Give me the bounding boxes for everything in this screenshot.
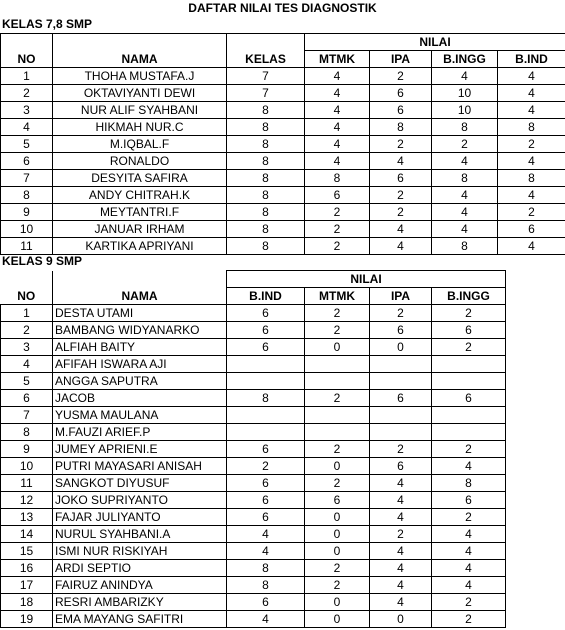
- table-cell: 6: [370, 102, 432, 119]
- table-cell: 4: [1, 119, 53, 136]
- table-cell: [227, 407, 305, 424]
- table-cell: YUSMA MAULANA: [53, 407, 227, 424]
- header-kelas-top: [227, 34, 305, 51]
- table-cell: 8: [227, 170, 305, 187]
- table-cell: 4: [305, 119, 370, 136]
- table-cell: [432, 373, 506, 390]
- table-cell: SANGKOT DIYUSUF: [53, 475, 227, 492]
- table-cell: 12: [1, 492, 53, 509]
- section-label-kelas-9: KELAS 9 SMP: [2, 254, 83, 268]
- table-cell: 2: [305, 204, 370, 221]
- header-no: NO: [1, 288, 53, 305]
- table-cell: 8: [227, 390, 305, 407]
- table-cell: 4: [498, 102, 565, 119]
- table-row: [1, 322, 506, 339]
- table-row: [1, 356, 506, 373]
- table-cell: M.FAUZI ARIEF.P: [53, 424, 227, 441]
- table-cell: 4: [432, 187, 498, 204]
- table-cell: 14: [1, 526, 53, 543]
- table-cell: 2: [370, 441, 432, 458]
- table-cell: 7: [227, 68, 305, 85]
- table-cell: THOHA MUSTAFA.J: [53, 68, 227, 85]
- table-cell: [432, 356, 506, 373]
- table-cell: 0: [305, 526, 370, 543]
- table-cell: 2: [498, 136, 565, 153]
- table-cell: 4: [370, 475, 432, 492]
- table-cell: 8: [227, 187, 305, 204]
- table-row: [1, 136, 565, 153]
- header-bind: B.IND: [227, 288, 305, 305]
- header-no: NO: [1, 51, 53, 68]
- table-cell: 8: [498, 170, 565, 187]
- table-cell: 4: [432, 458, 506, 475]
- header-nama-top: [53, 34, 227, 51]
- table-cell: RONALDO: [53, 153, 227, 170]
- table-cell: 4: [370, 594, 432, 611]
- header-bingg: B.INGG: [432, 51, 498, 68]
- table-cell: 10: [1, 221, 53, 238]
- table-cell: 13: [1, 509, 53, 526]
- table-cell: 0: [305, 594, 370, 611]
- table-cell: 17: [1, 577, 53, 594]
- table-cell: [305, 373, 370, 390]
- table-row: [1, 170, 565, 187]
- table-cell: 0: [305, 543, 370, 560]
- table-cell: 6: [227, 339, 305, 356]
- table-cell: 6: [227, 492, 305, 509]
- table-cell: EMA MAYANG SAFITRI: [53, 611, 227, 628]
- table-cell: 11: [1, 238, 53, 255]
- table-cell: 6: [1, 153, 53, 170]
- table-cell: 4: [432, 560, 506, 577]
- table-cell: 10: [432, 85, 498, 102]
- table-cell: 2: [370, 136, 432, 153]
- table-cell: NURUL SYAHBANI.A: [53, 526, 227, 543]
- table-cell: 4: [432, 543, 506, 560]
- table-cell: FAIRUZ ANINDYA: [53, 577, 227, 594]
- table-cell: 2: [305, 221, 370, 238]
- table-row: [1, 441, 506, 458]
- header-nama-top: [53, 271, 227, 288]
- table-cell: 4: [370, 577, 432, 594]
- table-cell: 4: [498, 68, 565, 85]
- table-cell: JOKO SUPRIYANTO: [53, 492, 227, 509]
- table-cell: 6: [305, 492, 370, 509]
- section-label-kelas-7-8: KELAS 7,8 SMP: [2, 17, 93, 31]
- table-cell: 8: [432, 475, 506, 492]
- table-row: [1, 102, 565, 119]
- table-cell: 5: [1, 136, 53, 153]
- table-row: [1, 543, 506, 560]
- table-cell: AFIFAH ISWARA AJI: [53, 356, 227, 373]
- page-title: DAFTAR NILAI TES DIAGNOSTIK: [188, 1, 377, 15]
- table-cell: 6: [370, 85, 432, 102]
- table-kelas-7-8: [0, 33, 565, 255]
- table-cell: 0: [370, 339, 432, 356]
- table-row: [1, 390, 506, 407]
- table-cell: 2: [432, 305, 506, 322]
- table-cell: 7: [227, 85, 305, 102]
- table-cell: 4: [227, 526, 305, 543]
- table-cell: 1: [1, 68, 53, 85]
- table-cell: 19: [1, 611, 53, 628]
- table-cell: 4: [370, 492, 432, 509]
- table-cell: 5: [1, 373, 53, 390]
- header-nama: NAMA: [53, 288, 227, 305]
- table-cell: 3: [1, 339, 53, 356]
- header-nilai: NILAI: [227, 271, 506, 288]
- table-row: [1, 339, 506, 356]
- table-cell: 8: [432, 119, 498, 136]
- table-cell: 8: [305, 170, 370, 187]
- table-cell: 6: [227, 594, 305, 611]
- table-cell: 2: [432, 339, 506, 356]
- table-cell: 4: [498, 238, 565, 255]
- table-row: [1, 68, 565, 85]
- table-cell: FAJAR JULIYANTO: [53, 509, 227, 526]
- table-cell: DESTA UTAMI: [53, 305, 227, 322]
- table-cell: 4: [227, 543, 305, 560]
- table-cell: OKTAVIYANTI DEWI: [53, 85, 227, 102]
- table-cell: 2: [305, 475, 370, 492]
- table-cell: 6: [370, 390, 432, 407]
- table-cell: [370, 356, 432, 373]
- table-row: [1, 85, 565, 102]
- table-cell: 4: [432, 68, 498, 85]
- table-cell: 6: [305, 187, 370, 204]
- table-cell: 8: [1, 187, 53, 204]
- table-cell: 8: [227, 153, 305, 170]
- table-cell: [432, 424, 506, 441]
- table-cell: 4: [370, 238, 432, 255]
- table-cell: 2: [432, 611, 506, 628]
- table-kelas-9: [0, 270, 506, 628]
- table-cell: 6: [432, 322, 506, 339]
- table-cell: 7: [1, 407, 53, 424]
- table-cell: 4: [227, 611, 305, 628]
- table-cell: 8: [227, 238, 305, 255]
- header-nilai: NILAI: [305, 34, 565, 51]
- table-row: [1, 458, 506, 475]
- table-cell: 0: [305, 458, 370, 475]
- table-cell: [305, 407, 370, 424]
- table-cell: 4: [370, 153, 432, 170]
- table-cell: 2: [432, 441, 506, 458]
- table-cell: 0: [370, 611, 432, 628]
- table-cell: 8: [432, 170, 498, 187]
- table-row: [1, 475, 506, 492]
- table-cell: 8: [432, 238, 498, 255]
- table-cell: 6: [227, 475, 305, 492]
- table-cell: 18: [1, 594, 53, 611]
- table-row: [1, 594, 506, 611]
- header-bingg: B.INGG: [432, 288, 506, 305]
- table-cell: 2: [498, 204, 565, 221]
- table-row: [1, 204, 565, 221]
- table-row: [1, 560, 506, 577]
- table-cell: 8: [498, 119, 565, 136]
- table-cell: ARDI SEPTIO: [53, 560, 227, 577]
- table-cell: 8: [227, 204, 305, 221]
- table-cell: 2: [432, 136, 498, 153]
- table-cell: 0: [305, 611, 370, 628]
- table-cell: 3: [1, 102, 53, 119]
- table-cell: 4: [498, 187, 565, 204]
- table-row: [1, 373, 506, 390]
- table-cell: [227, 356, 305, 373]
- table-cell: 6: [370, 170, 432, 187]
- table-cell: 15: [1, 543, 53, 560]
- table-cell: 4: [305, 153, 370, 170]
- table-cell: 4: [432, 221, 498, 238]
- table-cell: [305, 424, 370, 441]
- table-cell: 8: [227, 577, 305, 594]
- table-cell: MEYTANTRI.F: [53, 204, 227, 221]
- table-cell: DESYITA SAFIRA: [53, 170, 227, 187]
- table-cell: 4: [432, 153, 498, 170]
- table-cell: 7: [1, 170, 53, 187]
- table-row: [1, 611, 506, 628]
- table-cell: KARTIKA APRIYANI: [53, 238, 227, 255]
- table-cell: 16: [1, 560, 53, 577]
- table-cell: 2: [370, 305, 432, 322]
- table-row: [1, 238, 565, 255]
- table-row: [1, 407, 506, 424]
- table-cell: 2: [370, 187, 432, 204]
- table-cell: 2: [305, 305, 370, 322]
- table-cell: 0: [305, 509, 370, 526]
- table-cell: 4: [305, 136, 370, 153]
- table-cell: JANUAR IRHAM: [53, 221, 227, 238]
- table-cell: 4: [432, 526, 506, 543]
- table-cell: RESRI AMBARIZKY: [53, 594, 227, 611]
- table-cell: 8: [227, 136, 305, 153]
- table-cell: ANDY CHITRAH.K: [53, 187, 227, 204]
- table-cell: [370, 407, 432, 424]
- table-cell: ANGGA SAPUTRA: [53, 373, 227, 390]
- header-kelas: KELAS: [227, 51, 305, 68]
- table-cell: 4: [498, 85, 565, 102]
- table-cell: 8: [227, 102, 305, 119]
- header-mtmk: MTMK: [305, 51, 370, 68]
- table-cell: ISMI NUR RISKIYAH: [53, 543, 227, 560]
- table-cell: 4: [305, 85, 370, 102]
- table-cell: [432, 407, 506, 424]
- table-cell: PUTRI MAYASARI ANISAH: [53, 458, 227, 475]
- header-mtmk: MTMK: [305, 288, 370, 305]
- table-row: [1, 119, 565, 136]
- header-no-top: [1, 34, 53, 51]
- table-cell: 8: [370, 119, 432, 136]
- table-row: [1, 187, 565, 204]
- table-row: [1, 577, 506, 594]
- header-ipa: IPA: [370, 51, 432, 68]
- table-row: [1, 221, 565, 238]
- header-bind: B.IND: [498, 51, 565, 68]
- table-cell: 2: [305, 441, 370, 458]
- table-cell: M.IQBAL.F: [53, 136, 227, 153]
- table-cell: 4: [1, 356, 53, 373]
- table-cell: 4: [305, 102, 370, 119]
- header-ipa: IPA: [370, 288, 432, 305]
- table-cell: 2: [227, 458, 305, 475]
- header-nama: NAMA: [53, 51, 227, 68]
- table-cell: 4: [305, 68, 370, 85]
- table-cell: HIKMAH NUR.C: [53, 119, 227, 136]
- table-cell: 2: [1, 85, 53, 102]
- table-cell: 6: [227, 322, 305, 339]
- table-cell: 2: [305, 322, 370, 339]
- table-cell: 6: [498, 221, 565, 238]
- table-cell: 4: [370, 509, 432, 526]
- table-cell: 10: [432, 102, 498, 119]
- table-cell: ALFIAH BAITY: [53, 339, 227, 356]
- table-cell: 2: [1, 322, 53, 339]
- table-cell: 6: [1, 390, 53, 407]
- table-cell: BAMBANG WIDYANARKO: [53, 322, 227, 339]
- table-cell: 11: [1, 475, 53, 492]
- table-cell: [305, 356, 370, 373]
- table-cell: 8: [227, 119, 305, 136]
- table-cell: 9: [1, 441, 53, 458]
- table-cell: 4: [370, 221, 432, 238]
- table-row: [1, 424, 506, 441]
- table-cell: 2: [305, 560, 370, 577]
- table-cell: 8: [1, 424, 53, 441]
- table-cell: JACOB: [53, 390, 227, 407]
- table-cell: NUR ALIF SYAHBANI: [53, 102, 227, 119]
- table-cell: 4: [498, 153, 565, 170]
- table-row: [1, 492, 506, 509]
- table-row: [1, 526, 506, 543]
- table-cell: 2: [305, 577, 370, 594]
- table-cell: 4: [370, 560, 432, 577]
- table-cell: 2: [432, 594, 506, 611]
- table-cell: 2: [305, 238, 370, 255]
- table-cell: [370, 373, 432, 390]
- table-cell: 2: [305, 390, 370, 407]
- table-cell: [370, 424, 432, 441]
- table-cell: 10: [1, 458, 53, 475]
- table-cell: 6: [227, 441, 305, 458]
- table-cell: 9: [1, 204, 53, 221]
- table-cell: 2: [370, 526, 432, 543]
- table-cell: 4: [370, 543, 432, 560]
- table-cell: 6: [432, 492, 506, 509]
- table-cell: 2: [370, 68, 432, 85]
- table-cell: 2: [370, 204, 432, 221]
- table-cell: 6: [227, 305, 305, 322]
- table-cell: 6: [432, 390, 506, 407]
- table-row: [1, 305, 506, 322]
- table-row: [1, 509, 506, 526]
- table-cell: 1: [1, 305, 53, 322]
- table-cell: 2: [432, 509, 506, 526]
- table-cell: 6: [370, 322, 432, 339]
- table-cell: 4: [432, 204, 498, 221]
- table-cell: 0: [305, 339, 370, 356]
- table-cell: 8: [227, 560, 305, 577]
- table-cell: 4: [432, 577, 506, 594]
- table-cell: 6: [227, 509, 305, 526]
- table-row: [1, 153, 565, 170]
- table-cell: 6: [370, 458, 432, 475]
- header-no-top: [1, 271, 53, 288]
- table-cell: [227, 373, 305, 390]
- table-cell: [227, 424, 305, 441]
- table-cell: 8: [227, 221, 305, 238]
- table-cell: JUMEY APRIENI.E: [53, 441, 227, 458]
